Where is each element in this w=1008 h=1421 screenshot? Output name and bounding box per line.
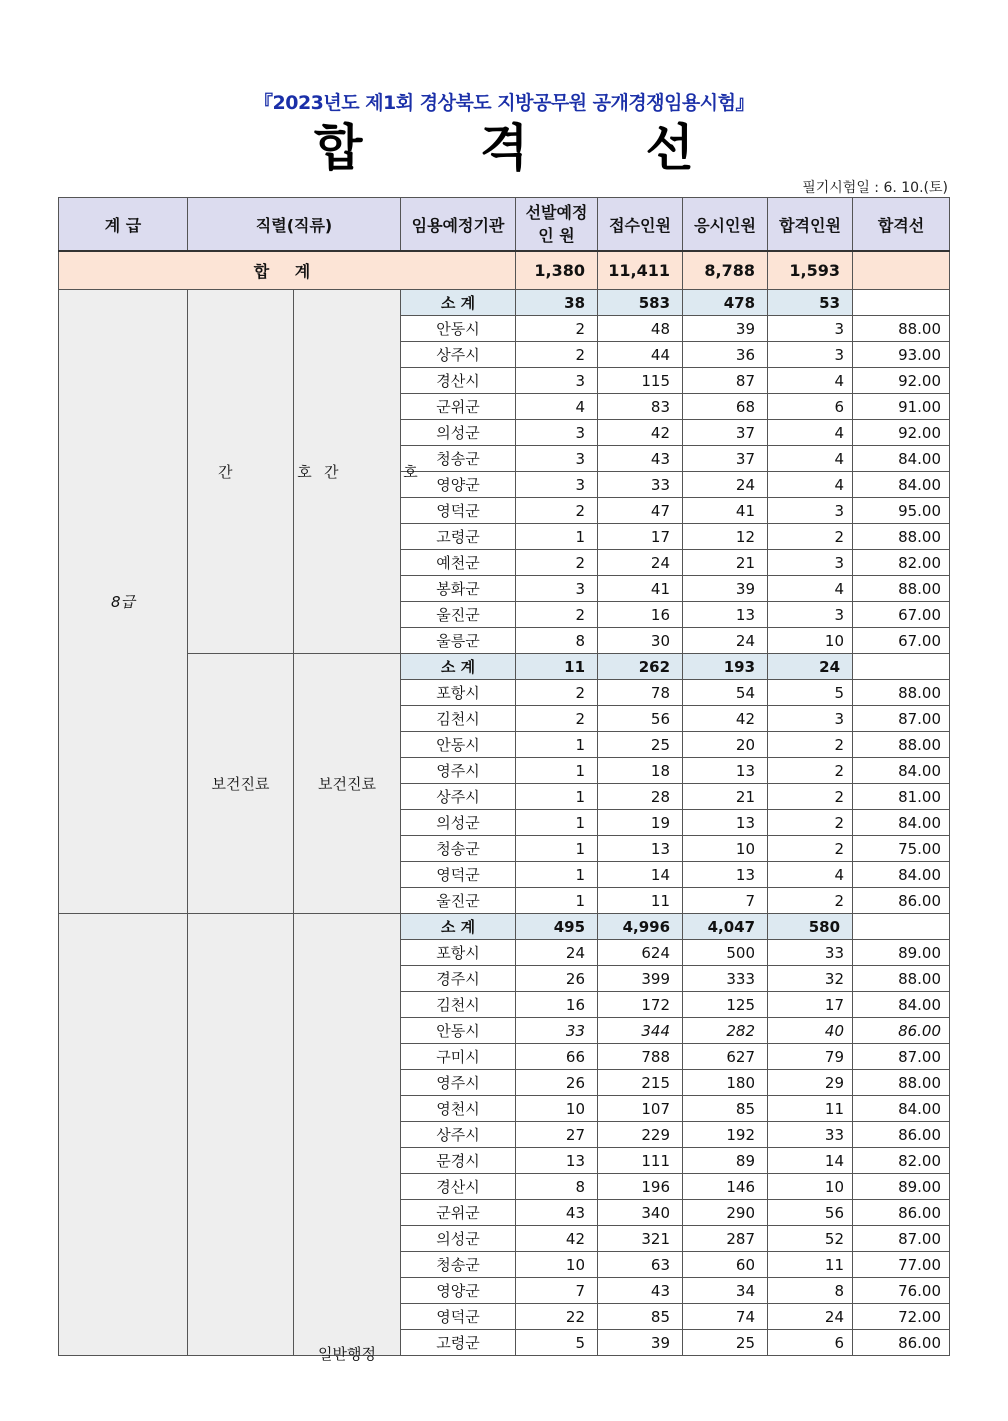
cutoff-score: 67.00 [853,628,950,654]
cutoff-score: 87.00 [853,1226,950,1252]
total-applicants: 11,411 [598,251,683,290]
applicant-count: 19 [598,810,683,836]
cutoff-score: 88.00 [853,966,950,992]
passer-count: 32 [768,966,853,992]
subtotal-row [59,290,950,316]
applicant-count: 18 [598,758,683,784]
applicant-count: 39 [598,1330,683,1356]
selection-count: 1 [516,888,598,914]
branch-health: 보건진료 [294,654,401,914]
examinee-count: 85 [683,1096,768,1122]
subtotal-examinees: 4,047 [683,914,768,940]
subtotal-passers: 53 [768,290,853,316]
selection-count: 3 [516,420,598,446]
applicant-count: 107 [598,1096,683,1122]
cutoff-score: 91.00 [853,394,950,420]
selection-count: 3 [516,576,598,602]
agency-name: 안동시 [401,1018,516,1044]
applicant-count: 83 [598,394,683,420]
applicant-count: 344 [598,1018,683,1044]
cutoff-score: 92.00 [853,420,950,446]
passer-count: 33 [768,940,853,966]
subtotal-passers: 24 [768,654,853,680]
subtotal-examinees: 478 [683,290,768,316]
agency-name: 영덕군 [401,1304,516,1330]
cutoff-score: 84.00 [853,810,950,836]
examinee-count: 13 [683,810,768,836]
agency-name: 안동시 [401,316,516,342]
cutoff-score: 84.00 [853,992,950,1018]
applicant-count: 41 [598,576,683,602]
cutoff-score: 88.00 [853,316,950,342]
selection-count: 43 [516,1200,598,1226]
applicant-count: 42 [598,420,683,446]
agency-name: 영덕군 [401,498,516,524]
agency-name: 포항시 [401,940,516,966]
cutoff-score: 88.00 [853,680,950,706]
agency-name: 고령군 [401,1330,516,1356]
agency-name: 영주시 [401,1070,516,1096]
agency-name: 울진군 [401,602,516,628]
series-general [188,914,294,1356]
cutoff-score: 84.00 [853,758,950,784]
cutoff-score: 84.00 [853,446,950,472]
examinee-count: 37 [683,420,768,446]
selection-count: 7 [516,1278,598,1304]
passer-count: 3 [768,706,853,732]
agency-name: 의성군 [401,810,516,836]
passer-count: 2 [768,524,853,550]
cutoff-score: 89.00 [853,940,950,966]
cutoff-score: 95.00 [853,498,950,524]
passer-count: 3 [768,342,853,368]
selection-count: 26 [516,966,598,992]
cutoff-score: 88.00 [853,524,950,550]
col-grade-header: 계 급 [59,198,188,252]
examinee-count: 37 [683,446,768,472]
total-selection: 1,380 [516,251,598,290]
selection-count: 10 [516,1252,598,1278]
cutoff-score: 75.00 [853,836,950,862]
agency-name: 문경시 [401,1148,516,1174]
examinee-count: 54 [683,680,768,706]
examinee-count: 87 [683,368,768,394]
passer-count: 10 [768,628,853,654]
agency-name: 상주시 [401,784,516,810]
applicant-count: 48 [598,316,683,342]
agency-name: 청송군 [401,1252,516,1278]
passer-count: 11 [768,1252,853,1278]
col-examinees-header: 응시인원 [683,198,768,252]
selection-count: 1 [516,810,598,836]
applicant-count: 28 [598,784,683,810]
cutoff-score: 88.00 [853,576,950,602]
passer-count: 4 [768,368,853,394]
cutoff-score: 87.00 [853,1044,950,1070]
total-passers: 1,593 [768,251,853,290]
passer-count: 14 [768,1148,853,1174]
examinee-count: 7 [683,888,768,914]
passer-count: 2 [768,758,853,784]
cutoff-score: 88.00 [853,1070,950,1096]
col-agency-header: 임용예정기관 [401,198,516,252]
cutoff-score: 82.00 [853,1148,950,1174]
passer-count: 10 [768,1174,853,1200]
agency-name: 의성군 [401,420,516,446]
selection-count: 66 [516,1044,598,1070]
subtotal-applicants: 583 [598,290,683,316]
series-nursing: 간 호 [188,290,294,654]
series-health: 보건진료 [188,654,294,914]
passer-count: 29 [768,1070,853,1096]
agency-name: 영양군 [401,472,516,498]
agency-name: 포항시 [401,680,516,706]
selection-count: 2 [516,498,598,524]
passer-count: 2 [768,732,853,758]
examinee-count: 192 [683,1122,768,1148]
agency-name: 구미시 [401,1044,516,1070]
applicant-count: 56 [598,706,683,732]
cutoff-score: 86.00 [853,1200,950,1226]
selection-count: 13 [516,1148,598,1174]
agency-name: 상주시 [401,342,516,368]
applicant-count: 111 [598,1148,683,1174]
cutoff-table [58,197,950,1363]
subtotal-label: 소 계 [401,290,516,316]
agency-name: 예천군 [401,550,516,576]
cutoff-score: 76.00 [853,1278,950,1304]
selection-count: 10 [516,1096,598,1122]
examinee-count: 20 [683,732,768,758]
applicant-count: 11 [598,888,683,914]
applicant-count: 340 [598,1200,683,1226]
passer-count: 52 [768,1226,853,1252]
cutoff-score: 89.00 [853,1174,950,1200]
applicant-count: 16 [598,602,683,628]
examinee-count: 13 [683,862,768,888]
examinee-count: 333 [683,966,768,992]
branch-general [294,914,401,1363]
passer-count: 3 [768,550,853,576]
passer-count: 5 [768,680,853,706]
agency-name: 울진군 [401,888,516,914]
col-selection-header: 선발예정 인 원 [516,198,598,252]
passer-count: 17 [768,992,853,1018]
selection-count: 1 [516,758,598,784]
examinee-count: 89 [683,1148,768,1174]
passer-count: 4 [768,862,853,888]
examinee-count: 24 [683,628,768,654]
subtotal-selection: 495 [516,914,598,940]
applicant-count: 196 [598,1174,683,1200]
agency-name: 영양군 [401,1278,516,1304]
grade-8-label: 8급 [59,290,188,914]
applicant-count: 24 [598,550,683,576]
subtotal-cutoff [853,290,950,316]
passer-count: 4 [768,420,853,446]
agency-name: 영주시 [401,758,516,784]
examinee-count: 13 [683,602,768,628]
agency-name: 김천시 [401,992,516,1018]
selection-count: 2 [516,316,598,342]
selection-count: 8 [516,1174,598,1200]
passer-count: 11 [768,1096,853,1122]
examinee-count: 60 [683,1252,768,1278]
selection-count: 16 [516,992,598,1018]
applicant-count: 43 [598,446,683,472]
selection-count: 3 [516,472,598,498]
examinee-count: 41 [683,498,768,524]
agency-name: 봉화군 [401,576,516,602]
passer-count: 8 [768,1278,853,1304]
header-row [59,198,950,252]
selection-count: 24 [516,940,598,966]
agency-name: 의성군 [401,1226,516,1252]
passer-count: 2 [768,836,853,862]
examinee-count: 39 [683,576,768,602]
subtotal-cutoff [853,654,950,680]
selection-count: 3 [516,446,598,472]
examinee-count: 21 [683,550,768,576]
applicant-count: 85 [598,1304,683,1330]
exam-subtitle: 『2023년도 제1회 경상북도 지방공무원 공개경쟁임용시험』 [254,92,754,114]
col-applicants-header: 접수인원 [598,198,683,252]
examinee-count: 125 [683,992,768,1018]
subtotal-applicants: 262 [598,654,683,680]
selection-count: 27 [516,1122,598,1148]
cutoff-score: 86.00 [853,1122,950,1148]
selection-count: 1 [516,732,598,758]
applicant-count: 13 [598,836,683,862]
examinee-count: 180 [683,1070,768,1096]
subtotal-passers: 580 [768,914,853,940]
subtotal-examinees: 193 [683,654,768,680]
branch-nursing: 간 호 [294,290,401,654]
passer-count: 40 [768,1018,853,1044]
subtotal-cutoff [853,914,950,940]
examinee-count: 39 [683,316,768,342]
passer-count: 4 [768,576,853,602]
applicant-count: 17 [598,524,683,550]
passer-count: 2 [768,810,853,836]
cutoff-score: 77.00 [853,1252,950,1278]
examinee-count: 10 [683,836,768,862]
agency-name: 군위군 [401,394,516,420]
cutoff-score: 84.00 [853,862,950,888]
cutoff-score: 86.00 [853,1330,950,1356]
selection-count: 1 [516,836,598,862]
examinee-count: 12 [683,524,768,550]
agency-name: 울릉군 [401,628,516,654]
cutoff-score: 93.00 [853,342,950,368]
agency-name: 군위군 [401,1200,516,1226]
col-passers-header: 합격인원 [768,198,853,252]
total-row [59,251,950,290]
selection-count: 3 [516,368,598,394]
agency-name: 경산시 [401,368,516,394]
selection-count: 2 [516,550,598,576]
examinee-count: 146 [683,1174,768,1200]
subtotal-selection: 11 [516,654,598,680]
cutoff-score: 67.00 [853,602,950,628]
examinee-count: 25 [683,1330,768,1356]
subtotal-applicants: 4,996 [598,914,683,940]
examinee-count: 21 [683,784,768,810]
examinee-count: 42 [683,706,768,732]
agency-name: 경산시 [401,1174,516,1200]
examinee-count: 34 [683,1278,768,1304]
subtotal-selection: 38 [516,290,598,316]
examinee-count: 500 [683,940,768,966]
subtotal-label: 소 계 [401,914,516,940]
selection-count: 22 [516,1304,598,1330]
cutoff-score: 81.00 [853,784,950,810]
examinee-count: 287 [683,1226,768,1252]
examinee-count: 36 [683,342,768,368]
total-label: 합 계 [59,251,516,290]
passer-count: 79 [768,1044,853,1070]
selection-count: 2 [516,342,598,368]
agency-name: 김천시 [401,706,516,732]
agency-name: 청송군 [401,446,516,472]
applicant-count: 624 [598,940,683,966]
passer-count: 2 [768,784,853,810]
passer-count: 6 [768,394,853,420]
grade-continued [59,914,188,1356]
cutoff-score: 92.00 [853,368,950,394]
agency-name: 영덕군 [401,862,516,888]
applicant-count: 115 [598,368,683,394]
selection-count: 33 [516,1018,598,1044]
applicant-count: 44 [598,342,683,368]
passer-count: 56 [768,1200,853,1226]
branch-general-label: 일반행정 [318,1345,376,1363]
agency-name: 고령군 [401,524,516,550]
exam-date: 필기시험일 : 6. 10.(토) [802,180,948,196]
applicant-count: 14 [598,862,683,888]
selection-count: 8 [516,628,598,654]
applicant-count: 399 [598,966,683,992]
selection-count: 26 [516,1070,598,1096]
selection-count: 2 [516,680,598,706]
passer-count: 3 [768,316,853,342]
applicant-count: 788 [598,1044,683,1070]
applicant-count: 321 [598,1226,683,1252]
cutoff-score: 72.00 [853,1304,950,1330]
applicant-count: 30 [598,628,683,654]
cutoff-score: 87.00 [853,706,950,732]
examinee-count: 13 [683,758,768,784]
passer-count: 6 [768,1330,853,1356]
col-series-header: 직렬(직류) [188,198,401,252]
selection-count: 2 [516,706,598,732]
agency-name: 경주시 [401,966,516,992]
passer-count: 4 [768,446,853,472]
applicant-count: 33 [598,472,683,498]
agency-name: 영천시 [401,1096,516,1122]
applicant-count: 215 [598,1070,683,1096]
applicant-count: 43 [598,1278,683,1304]
selection-count: 42 [516,1226,598,1252]
cutoff-score: 86.00 [853,888,950,914]
applicant-count: 172 [598,992,683,1018]
examinee-count: 282 [683,1018,768,1044]
subtotal-label: 소 계 [401,654,516,680]
page-title: 합 격 선 [314,119,744,177]
examinee-count: 290 [683,1200,768,1226]
examinee-count: 74 [683,1304,768,1330]
selection-count: 1 [516,784,598,810]
passer-count: 33 [768,1122,853,1148]
selection-count: 4 [516,394,598,420]
passer-count: 3 [768,498,853,524]
passer-count: 24 [768,1304,853,1330]
agency-name: 상주시 [401,1122,516,1148]
selection-count: 2 [516,602,598,628]
examinee-count: 627 [683,1044,768,1070]
passer-count: 2 [768,888,853,914]
applicant-count: 63 [598,1252,683,1278]
selection-count: 5 [516,1330,598,1356]
examinee-count: 68 [683,394,768,420]
selection-count: 1 [516,524,598,550]
examinee-count: 24 [683,472,768,498]
applicant-count: 25 [598,732,683,758]
applicant-count: 47 [598,498,683,524]
cutoff-score: 82.00 [853,550,950,576]
total-cutoff [853,251,950,290]
cutoff-score: 86.00 [853,1018,950,1044]
cutoff-score: 84.00 [853,1096,950,1122]
col-cutoff-header: 합격선 [853,198,950,252]
subtotal-row [59,914,950,940]
subtotal-row [59,654,950,680]
passer-count: 4 [768,472,853,498]
cutoff-score: 88.00 [853,732,950,758]
selection-count: 1 [516,862,598,888]
passer-count: 3 [768,602,853,628]
agency-name: 청송군 [401,836,516,862]
total-examinees: 8,788 [683,251,768,290]
agency-name: 안동시 [401,732,516,758]
applicant-count: 78 [598,680,683,706]
applicant-count: 229 [598,1122,683,1148]
cutoff-score: 84.00 [853,472,950,498]
